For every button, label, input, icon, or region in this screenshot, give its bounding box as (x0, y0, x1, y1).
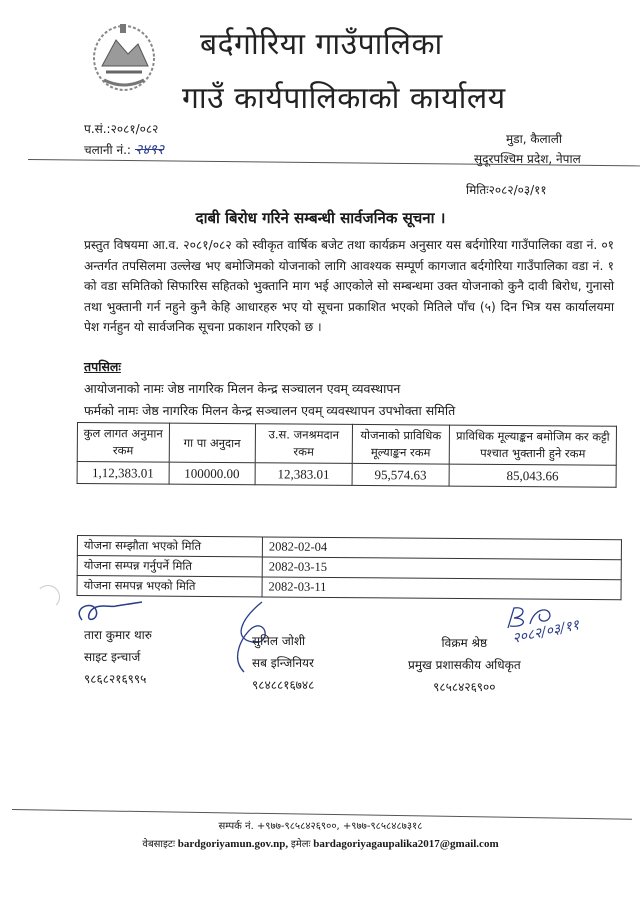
firm-name: फर्मको नामः जेष्ठ नागरिक मिलन केन्द्र सञ्चालन एवम् व्यवस्थापन उपभोक्ता समिति (84, 403, 456, 418)
signatory-site-incharge (84, 624, 152, 690)
date-label: मितिः (466, 183, 489, 197)
ref-label: प.सं.: (84, 122, 111, 136)
date-row-label: योजना समपन्न भएको मिति (77, 576, 262, 597)
date-row-label: योजना सम्झौता भएको मिति (77, 536, 262, 557)
date-row-value: 2082-03-15 (262, 557, 621, 580)
value-municipality-grant: 100000.00 (169, 462, 255, 485)
email-label: इमेलः (290, 839, 311, 850)
signatory-name: तारा कुमार थारु (84, 628, 152, 642)
value-payable-amount: 85,043.66 (449, 464, 616, 487)
cost-table-value-row (77, 462, 616, 488)
value-public-labor: 12,383.01 (255, 463, 352, 486)
address-line1: मुडा, कैलाली (506, 132, 563, 146)
cost-table-header-row (77, 423, 616, 466)
reference-number (84, 120, 158, 137)
value-technical-evaluation: 95,574.63 (352, 463, 449, 486)
header-technical-evaluation: योजनाको प्राविधिक मूल्याङ्कन रकम (352, 424, 449, 464)
signatory-phone: ९८६८२१६९९५ (84, 672, 147, 686)
header-public-labor: उ.स. जनश्रमदान रकम (255, 424, 352, 464)
project-dates-table (77, 535, 622, 600)
signatory-phone: ९८४८८१६७४८ (252, 678, 315, 692)
email-link[interactable]: bardagoriyagaupalika2017@gmail.com (313, 838, 499, 850)
signatory-title: सब इन्जिनियर (252, 656, 314, 670)
ref-value: २०८१/०८२ (110, 122, 159, 136)
project-name: आयोजनाको नामः जेष्ठ नागरिक मिलन केन्द्र सञ्चालन एवम् व्यवस्थापन (84, 381, 401, 396)
nepal-emblem-icon (88, 18, 160, 96)
dispatch-number (84, 140, 164, 159)
table-row (77, 576, 621, 600)
date-row-label: योजना सम्पन्न गर्नुपर्ने मिति (77, 556, 262, 577)
signatory-title: साइट इन्चार्ज (84, 650, 141, 664)
office-title-line1: बर्दगोरिया गाउँपालिका (200, 27, 443, 62)
address-line2: सुदूरपश्चिम प्रदेश, नेपाल (474, 152, 581, 166)
signatory-title: प्रमुख प्रशासकीय अधिकृत (408, 658, 521, 672)
office-title-line2: गाउँ कार्यपालिकाको कार्यालय (182, 81, 506, 116)
punch-hole-mark (36, 585, 60, 609)
footer-web-email (0, 836, 641, 850)
value-total-estimate: 1,12,383.01 (77, 462, 169, 485)
date-row-value: 2082-03-11 (262, 577, 621, 600)
notice-title: दाबी बिरोध गरिने सम्बन्धी सार्वजनिक सूचना । (195, 209, 446, 227)
notice-body: प्रस्तुत विषयमा आ.व. २०८१/०८२ को स्वीकृत वार्षिक बजेट तथा कार्यक्रम अनुसार यस बर्दगोरिया गाउँपालिका वडा नं. ०१ अन्तर्गत तपसिलमा उल्लेख भए बमोजिमको योजनाको लागि आवश्यक सम्पूर्ण कागजात बर्दगोरिया गाउँपालिका वडा नं. १ को वडा समितिको सिफारिस सहितको भुक्तानि माग भई आएकोले सो सम्बन्धमा उक्त योजनाको कुनै दावी बिरोध, गुनासो तथा भुक्तानी गर्न नहुने कुनै केहि आधारहरु भए यो सूचना प्रकाशित भएको मितिले पाँच (५) दिन भित्र यस कार्यालयमा पेश गर्नहुन यो सार्वजनिक सूचना प्रकाशन गरिएको छ । (84, 238, 614, 335)
website-link[interactable]: bardgoriyamun.gov.np, (177, 838, 289, 850)
signatory-name: सुनिल जोशी (252, 634, 306, 648)
signatory-sub-engineer (252, 630, 314, 696)
handwritten-sign-date: २०८२/०३/११ (511, 617, 581, 647)
website-label: वेबसाइटः (142, 839, 175, 850)
chalani-value: २४९२ (134, 142, 165, 158)
signatory-chief-admin (408, 632, 521, 698)
date-value: २०८२/०३/११ (488, 183, 547, 197)
date-row-value: 2082-02-04 (262, 537, 621, 560)
details-heading: तपसिलः (84, 359, 121, 374)
header-municipality-grant: गा पा अनुदान (169, 423, 256, 463)
contact-numbers: सम्पर्क नं. +९७७-९८५८४२६९००, +९७७-९८५८४८७३१८ (218, 821, 423, 832)
letter-date (466, 181, 547, 198)
signatory-phone: ९८५८४२६९०० (433, 680, 496, 694)
header-payable-amount: प्राविधिक मूल्याङ्कन बमोजिम कर कट्टी पश्चात भुक्तानी हुने रकम (449, 425, 616, 465)
chalani-label: चलानी नं.: (84, 143, 131, 157)
cost-table (77, 422, 617, 488)
header-total-estimate: कुल लागत अनुमान रकम (77, 423, 169, 463)
signatory-name: विक्रम श्रेष्ठ (441, 636, 488, 650)
